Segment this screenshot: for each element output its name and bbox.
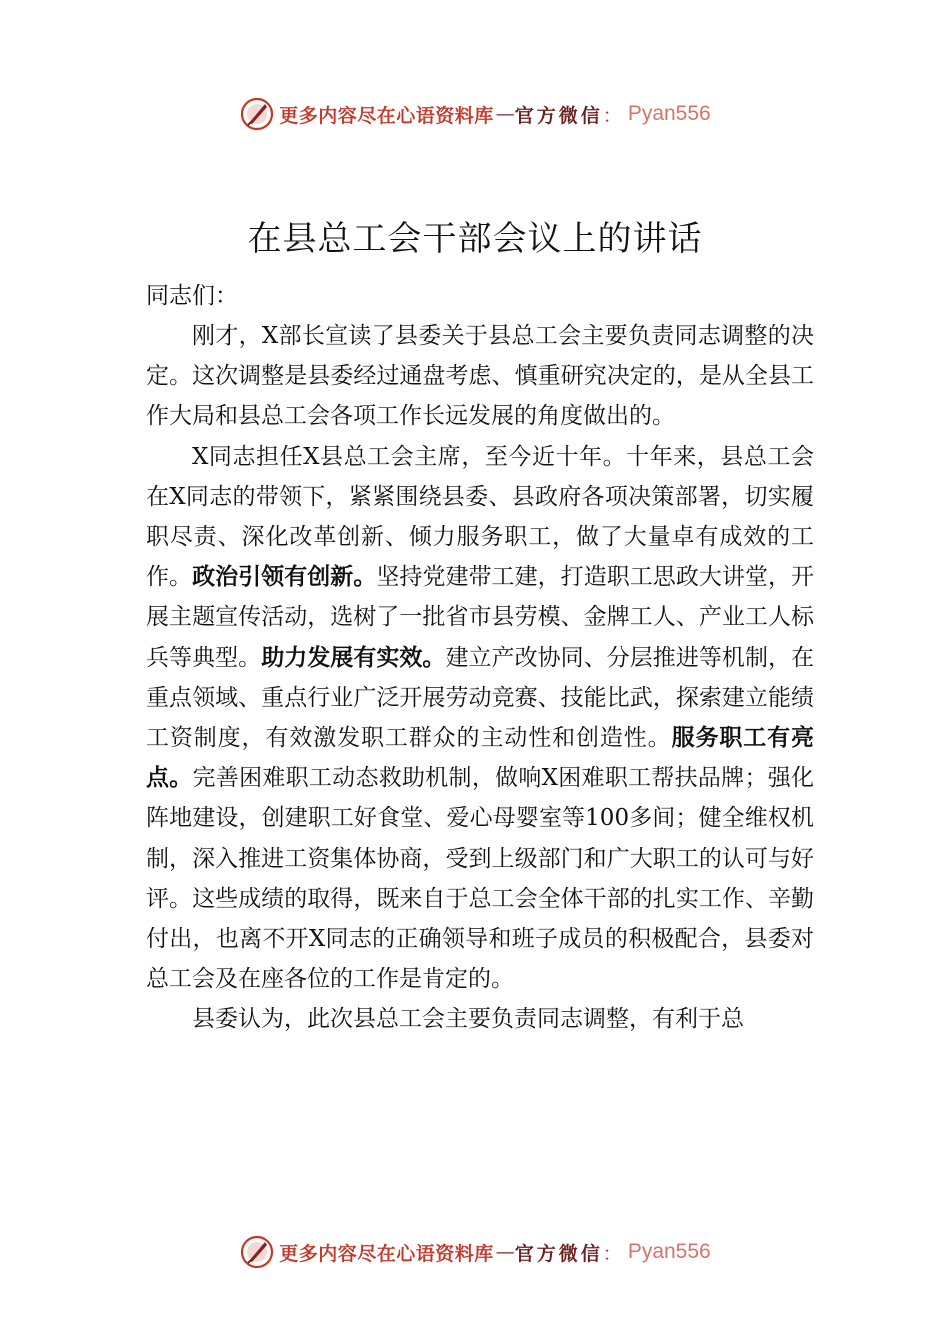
paragraph-1: 刚才，X部长宣读了县委关于县总工会主要负责同志调整的决定。这次调整是县委经过通盘考虑、慎重研究决定的，是从全县工作大局和县总工会各项工作长远发展的角度做出的。 [146,323,814,430]
paragraph-2-development: 建立产改协同、分层推进等机制，在重点领域、重点行业广泛开展劳动竞赛、技能比武，探索建立能绩工资制度，有效激发职工群众的主动性和创造性。 [146,644,815,752]
paragraph-2-service: 完善困难职工动态救助机制，做响X困难职工帮扶品牌；强化阵地建设，创建职工好食堂、爱心母婴室等100多间；健全维权机制，深入推进工资集体协商，受到上级部门和广大职工的认可与好评。这些成绩的取得，既来自于总工会全体干部的扎实工作、辛勤付出，也离不开X同志的正确领导和班子成员的积极配合，县委对总工会及在座各位的工作是肯定的。 [146,765,815,993]
paragraph-2-intro: X同志担任X县总工会主席，至今近十年。十年来，县总工会在X同志的带领下，紧紧围绕县委、县政府各项决策部署，切实履职尽责、深化改革创新、倾力服务职工，做了大量卓有成效的工作。 [146,443,814,591]
paragraph-2-political: 坚持党建带工建，打造职工思政大讲堂，开展主题宣传活动，选树了一批省市县劳模、金牌工人、产业工人标兵等典型。 [146,564,815,671]
wechat-label: 官方微信 [514,104,603,127]
brand-text: 更多内容尽在心语资料库 [279,1242,494,1265]
paragraph-3: 县委认为，此次县总工会主要负责同志调整，有利于总 [192,1006,744,1033]
colon: ： [602,1242,622,1265]
separator: — [495,103,515,125]
paragraph-2 [146,437,814,1000]
heading-service: 服务职工有亮点。 [146,724,815,792]
quill-logo-icon [239,96,275,132]
brand-text: 更多内容尽在心语资料库 [279,104,494,127]
document-body [146,276,814,1040]
heading-development: 助力发展有实效。 [261,643,446,671]
wechat-id: Pyan556 [627,102,711,125]
colon: ： [602,104,622,127]
header-watermark-banner [0,94,950,134]
footer-watermark-banner [0,1232,950,1272]
separator: — [495,1241,515,1263]
quill-logo-icon [239,1234,275,1270]
wechat-label: 官方微信 [514,1242,603,1265]
wechat-id: Pyan556 [627,1240,711,1263]
heading-political-leadership: 政治引领有创新。 [192,563,377,591]
document-title: 在县总工会干部会议上的讲话 [247,218,703,259]
greeting: 同志们： [146,283,238,309]
